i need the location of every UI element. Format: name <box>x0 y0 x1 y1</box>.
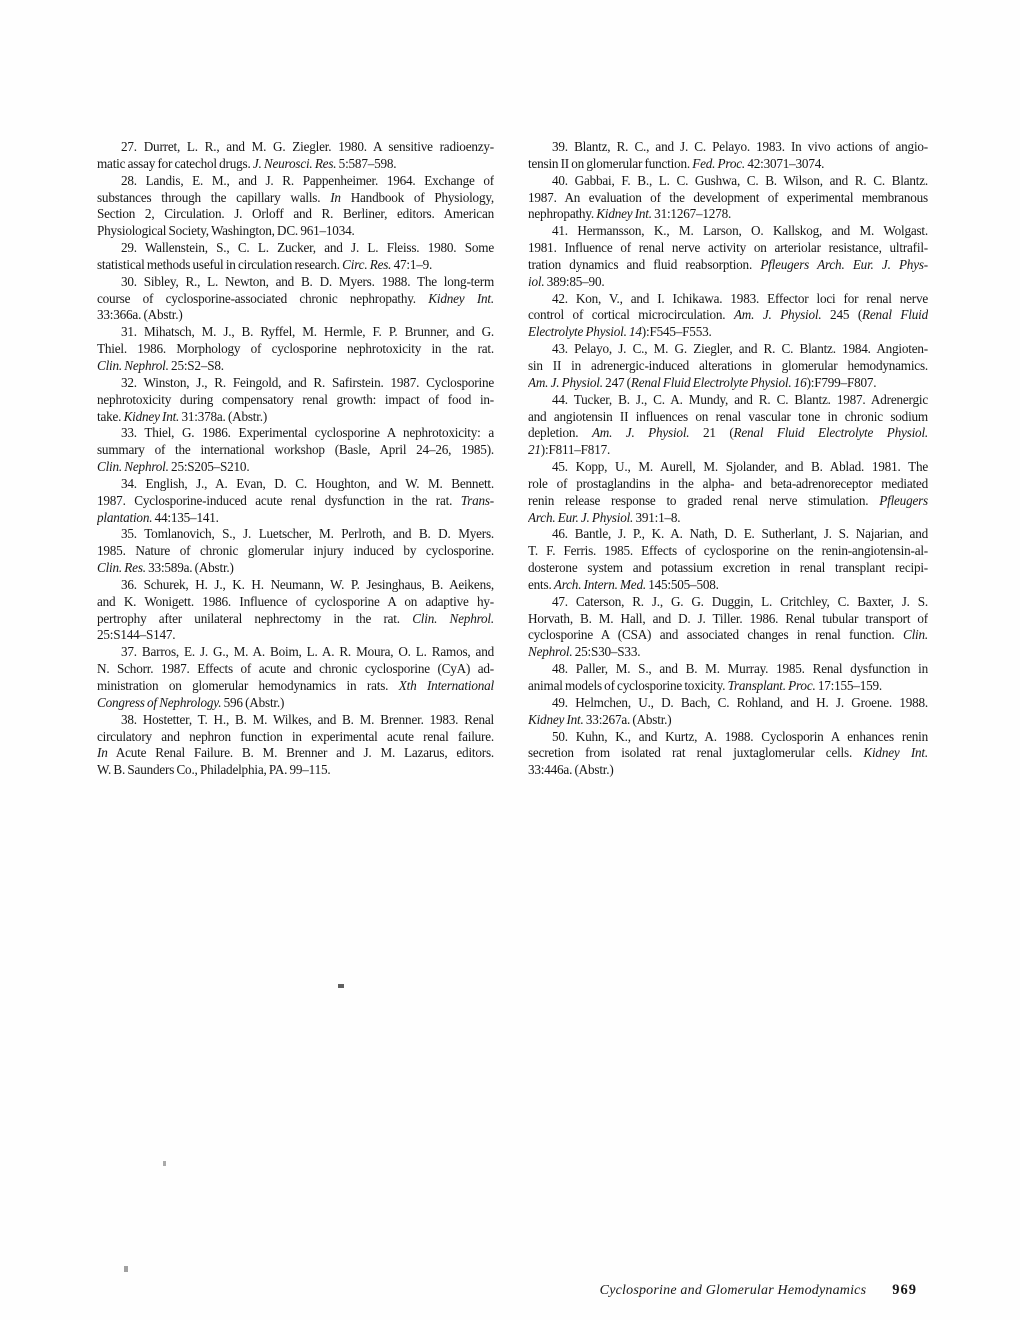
reference-item <box>97 274 494 325</box>
reference-line: plantation. 44:135–141. <box>97 509 219 525</box>
reference-item <box>528 173 928 224</box>
reference-line: dosterone system and potassium excretion in renal transplant recipi- <box>528 560 928 576</box>
references-column-right <box>528 139 928 779</box>
reference-line: 44. Tucker, B. J., C. A. Mundy, and R. C. Blantz. 1987. Adrenergic <box>552 391 928 407</box>
reference-line: Clin. Nephrol. 25:S2–S8. <box>97 357 224 373</box>
reference-item <box>97 476 494 527</box>
reference-line: depletion. Am. J. Physiol. 21 (Renal Fluid Electrolyte Physiol. <box>528 425 928 441</box>
reference-line: pertrophy after unilateral nephrectomy in the rat. Clin. Nephrol. <box>97 610 494 626</box>
references-column-left <box>97 139 494 779</box>
reference-line: control of cortical microcirculation. Am. J. Physiol. 245 (Renal Fluid <box>528 307 928 323</box>
reference-line: 42. Kon, V., and I. Ichikawa. 1983. Effector loci for renal nerve <box>552 290 928 306</box>
reference-line: 31. Mihatsch, M. J., B. Ryffel, M. Hermle, F. P. Brunner, and G. <box>121 324 494 340</box>
reference-line: ents. Arch. Intern. Med. 145:505–508. <box>528 576 719 592</box>
scan-artifact <box>124 1266 128 1272</box>
reference-line: 1985. Nature of chronic glomerular injury induced by cyclosporine. <box>97 543 494 559</box>
reference-line: 30. Sibley, R., L. Newton, and B. D. Myers. 1988. The long-term <box>121 273 494 289</box>
reference-item <box>528 695 928 729</box>
reference-line: take. Kidney Int. 31:378a. (Abstr.) <box>97 408 268 424</box>
reference-line: secretion from isolated rat renal juxtaglomerular cells. Kidney Int. <box>528 745 928 761</box>
reference-line: 1987. An evaluation of the development of experimental membranous <box>528 189 928 205</box>
reference-item <box>528 223 928 290</box>
reference-line: tration dynamics and fluid reabsorption. Pfleugers Arch. Eur. J. Phys- <box>528 256 928 272</box>
reference-line: Clin. Res. 33:589a. (Abstr.) <box>97 560 234 576</box>
reference-line: 50. Kuhn, K., and Kurtz, A. 1988. Cyclosporin A enhances renin <box>552 728 928 744</box>
reference-line: 35. Tomlanovich, S., J. Luetscher, M. Perlroth, and B. D. Myers. <box>121 526 494 542</box>
reference-line: Clin. Nephrol. 25:S205–S210. <box>97 459 250 475</box>
reference-line: 40. Gabbai, F. B., L. C. Gushwa, C. B. Wilson, and R. C. Blantz. <box>552 172 928 188</box>
reference-line: 46. Bantle, J. P., K. A. Nath, D. E. Sutherlant, J. S. Najarian, and <box>552 526 928 542</box>
reference-line: 29. Wallenstein, S., C. L. Zucker, and J. L. Fleiss. 1980. Some <box>121 240 494 256</box>
reference-line: 43. Pelayo, J. C., M. G. Ziegler, and R. C. Blantz. 1984. Angioten- <box>552 341 928 357</box>
running-title: Cyclosporine and Glomerular Hemodynamics <box>599 1283 867 1298</box>
page-footer <box>600 1281 917 1299</box>
reference-line: ministration on glomerular hemodynamics in rats. Xth International <box>97 678 494 693</box>
reference-line: and angiotensin II influences on renal vascular tone in chronic sodium <box>528 408 928 424</box>
reference-line: Section 2, Circulation. J. Orloff and R. Berliner, editors. American <box>97 206 494 222</box>
reference-line: Physiological Society, Washington, DC. 961–1034. <box>97 223 355 239</box>
reference-line: 36. Schurek, H. J., K. H. Neumann, W. P. Jesinghaus, B. Aeikens, <box>121 576 494 592</box>
reference-item <box>97 712 494 779</box>
reference-line: summary of the international workshop (Basle, April 24–26, 1985). <box>97 442 494 458</box>
reference-item <box>528 392 928 459</box>
reference-line: 38. Hostetter, T. H., B. M. Wilkes, and B. M. Brenner. 1983. Renal <box>121 711 494 727</box>
reference-line: 47. Caterson, R. J., G. G. Duggin, L. Critchley, C. Baxter, J. S. <box>552 593 928 609</box>
reference-line: course of cyclosporine-associated chronic nephropathy. Kidney Int. <box>97 290 494 306</box>
reference-item <box>97 644 494 711</box>
reference-item <box>97 425 494 476</box>
reference-line: Arch. Eur. J. Physiol. 391:1–8. <box>528 509 681 525</box>
reference-line: 33. Thiel, G. 1986. Experimental cyclosporine A nephrotoxicity: a <box>121 425 494 441</box>
reference-line: In Acute Renal Failure. B. M. Brenner and J. M. Lazarus, editors. <box>97 745 494 761</box>
reference-line: T. F. Ferris. 1985. Effects of cyclosporine on the renin-angiotensin-al- <box>528 543 928 559</box>
reference-line: 37. Barros, E. J. G., M. A. Boim, L. A. R. Moura, O. L. Ramos, and <box>121 644 494 660</box>
reference-line: 21):F811–F817. <box>528 442 611 458</box>
reference-line: W. B. Saunders Co., Philadelphia, PA. 99–115. <box>97 762 331 778</box>
reference-line: Nephrol. 25:S30–S33. <box>528 644 641 660</box>
reference-line: renin release response to graded renal nerve stimulation. Pfleugers <box>528 492 928 508</box>
reference-line: 45. Kopp, U., M. Aurell, M. Sjolander, and B. Ablad. 1981. The <box>552 459 928 475</box>
reference-item <box>528 729 928 780</box>
reference-line: 33:366a. (Abstr.) <box>97 307 183 323</box>
reference-line: substances through the capillary walls. In Handbook of Physiology, <box>97 189 494 205</box>
reference-line: Thiel. 1986. Morphology of cyclosporine nephrotoxicity in the rat. <box>97 341 494 357</box>
reference-item <box>528 594 928 661</box>
reference-item <box>528 291 928 342</box>
reference-line: matic assay for catechol drugs. J. Neurosci. Res. 5:587–598. <box>97 155 397 171</box>
reference-line: and K. Wonigett. 1986. Influence of cyclosporine A on adaptive hy- <box>97 593 494 609</box>
reference-line: 27. Durret, L. R., and M. G. Ziegler. 1980. A sensitive radioenzy- <box>121 139 494 154</box>
reference-line: 25:S144–S147. <box>97 627 176 643</box>
scan-artifact <box>338 984 344 988</box>
reference-item <box>97 324 494 375</box>
reference-line: iol. 389:85–90. <box>528 273 605 289</box>
reference-line: sin II in adrenergic-induced alterations in glomerular hemodynamics. <box>528 357 928 373</box>
reference-line: 49. Helmchen, U., D. Bach, C. Rohland, and H. J. Groene. 1988. <box>552 694 928 710</box>
reference-line: 39. Blantz, R. C., and J. C. Pelayo. 1983. In vivo actions of angio- <box>552 139 928 154</box>
reference-line: Horvath, B. M. Hall, and D. J. Tiller. 1986. Renal tubular transport of <box>528 610 928 626</box>
reference-line: statistical methods useful in circulation research. Circ. Res. 47:1–9. <box>97 256 433 272</box>
reference-line: 41. Hermansson, K., M. Larson, O. Kallskog, and M. Wolgast. <box>552 223 928 239</box>
reference-item <box>97 173 494 240</box>
reference-line: 34. English, J., A. Evan, D. C. Houghton, and W. M. Bennett. <box>121 475 494 491</box>
reference-line: Congress of Nephrology. 596 (Abstr.) <box>97 694 285 710</box>
reference-line: 1987. Cyclosporine-induced acute renal dysfunction in the rat. Trans- <box>97 492 494 508</box>
reference-item <box>528 526 928 593</box>
reference-item <box>528 139 928 173</box>
reference-item <box>97 577 494 644</box>
reference-line: cyclosporine A (CSA) and associated changes in renal function. Clin. <box>528 627 928 643</box>
reference-line: 48. Paller, M. S., and B. M. Murray. 1985. Renal dysfunction in <box>552 661 928 677</box>
reference-line: 1981. Influence of renal nerve activity on arteriolar resistance, ultrafil- <box>528 240 928 256</box>
reference-line: animal models of cyclosporine toxicity. Transplant. Proc. 17:155–159. <box>528 678 882 693</box>
reference-line: 32. Winston, J., R. Feingold, and R. Safirstein. 1987. Cyclosporine <box>121 374 494 390</box>
reference-item <box>97 526 494 577</box>
reference-line: circulatory and nephron function in experimental acute renal failure. <box>97 728 494 744</box>
scan-artifact <box>163 1161 166 1166</box>
reference-line: Am. J. Physiol. 247 (Renal Fluid Electrolyte Physiol. 16):F799–F807. <box>528 374 877 390</box>
reference-line: N. Schorr. 1987. Effects of acute and chronic cyclosporine (CyA) ad- <box>97 661 494 677</box>
reference-line: nephrotoxicity during compensatory renal growth: impact of food in- <box>97 391 494 407</box>
reference-line: tensin II on glomerular function. Fed. Proc. 42:3071–3074. <box>528 155 825 171</box>
reference-item <box>528 459 928 526</box>
reference-line: role of prostaglandins in the alpha- and beta-adrenoreceptor mediated <box>528 475 928 491</box>
reference-line: 28. Landis, E. M., and J. R. Pappenheimer. 1964. Exchange of <box>121 172 494 188</box>
page-number: 969 <box>892 1282 917 1298</box>
reference-line: Kidney Int. 33:267a. (Abstr.) <box>528 711 672 727</box>
reference-line: nephropathy. Kidney Int. 31:1267–1278. <box>528 206 732 222</box>
reference-line: Electrolyte Physiol. 14):F545–F553. <box>528 324 712 340</box>
reference-line: 33:446a. (Abstr.) <box>528 762 614 778</box>
reference-item <box>528 341 928 392</box>
reference-item <box>528 661 928 695</box>
reference-item <box>97 240 494 274</box>
reference-item <box>97 139 494 173</box>
reference-item <box>97 375 494 426</box>
